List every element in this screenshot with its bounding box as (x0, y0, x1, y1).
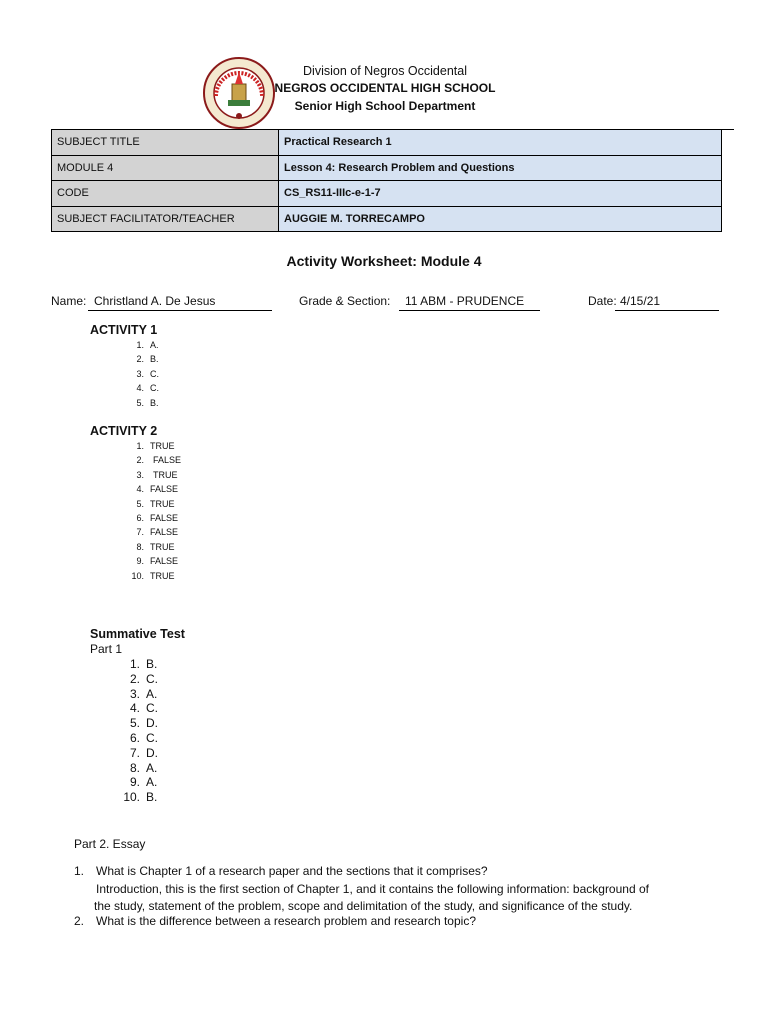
activity2-title: ACTIVITY 2 (90, 424, 158, 438)
item-number: 3. (136, 469, 144, 480)
table-row (52, 206, 722, 232)
item-number: 1. (129, 657, 140, 671)
answer-line: Introduction, this is the first section of Chapter 1, and it contains the following information: background of (96, 881, 649, 896)
question-text: What is the difference between a research problem and research topic? (96, 913, 476, 928)
list-item (124, 453, 181, 467)
subject-title-label: SUBJECT TITLE (52, 130, 279, 156)
question-text: What is Chapter 1 of a research paper and the sections that it comprises? (96, 864, 488, 878)
list-item (124, 569, 181, 583)
item-answer: A. (146, 775, 158, 790)
item-number: 6. (129, 730, 140, 745)
item-number: 1. (136, 441, 144, 451)
list-item (110, 701, 158, 716)
table-row (52, 181, 722, 207)
activity1-answers (124, 338, 159, 410)
date-value: 4/15/21 (615, 294, 719, 311)
item-number: 4. (129, 701, 140, 716)
module-label: MODULE 4 (52, 155, 279, 181)
item-number: 9. (136, 556, 144, 567)
list-item (110, 687, 158, 702)
list-item (110, 746, 158, 761)
item-answer: C. (146, 730, 158, 745)
item-number: 10. (123, 790, 140, 805)
item-number: 7. (136, 527, 144, 538)
item-answer: TRUE (153, 469, 178, 480)
item-answer: B. (146, 790, 158, 805)
item-number: 4. (136, 484, 144, 495)
list-item (124, 511, 181, 525)
table-row (52, 130, 722, 156)
item-answer: FALSE (153, 455, 182, 466)
part1-answers (110, 657, 158, 805)
essay-question-1 (74, 863, 734, 881)
item-number: 10. (131, 570, 144, 581)
item-number: 7. (129, 745, 140, 760)
worksheet-title: Activity Worksheet: Module 4 (286, 253, 482, 269)
item-number: 2. (136, 455, 144, 466)
school-seal-logo (202, 56, 276, 130)
list-item (124, 338, 159, 352)
list-item (110, 731, 158, 746)
activity2-answers (124, 439, 181, 583)
subject-title-value: Practical Research 1 (279, 130, 722, 156)
module-value: Lesson 4: Research Problem and Questions (279, 155, 722, 181)
item-answer: A. (146, 760, 158, 775)
item-number: 3. (129, 686, 140, 701)
question-number: 1. (74, 864, 85, 878)
item-answer: B. (150, 397, 159, 408)
item-number: 2. (136, 354, 144, 365)
list-item (110, 716, 158, 731)
item-number: 2. (129, 671, 140, 686)
list-item (110, 657, 158, 672)
item-number: 8. (129, 760, 140, 775)
code-value: CS_RS11-IIIc-e-1-7 (279, 181, 722, 207)
item-number: 5. (129, 716, 140, 731)
summative-title: Summative Test (90, 627, 185, 641)
item-answer: D. (146, 716, 158, 731)
item-number: 1. (136, 340, 144, 350)
department-name: Senior High School Department (294, 99, 476, 113)
teacher-value: AUGGIE M. TORRECAMPO (279, 206, 722, 232)
item-answer: D. (146, 745, 158, 760)
item-number: 5. (136, 498, 144, 509)
name-label: Name: (51, 294, 87, 308)
division-name: Division of Negros Occidental (303, 64, 467, 78)
list-item (124, 439, 181, 453)
item-answer: FALSE (150, 513, 179, 524)
item-answer: FALSE (150, 556, 179, 567)
list-item (124, 554, 181, 568)
list-item (124, 396, 159, 410)
list-item (110, 672, 158, 687)
item-answer: B. (146, 657, 158, 671)
item-answer: C. (146, 671, 158, 686)
list-item (124, 525, 181, 539)
list-item (124, 367, 159, 381)
part1-label: Part 1 (90, 642, 123, 656)
list-item (110, 775, 158, 790)
list-item (124, 497, 181, 511)
essay-section (74, 863, 734, 930)
name-value: Christland A. De Jesus (88, 294, 272, 311)
item-answer: A. (150, 340, 159, 350)
list-item (124, 468, 181, 482)
item-answer: A. (146, 686, 158, 701)
date-label: Date: (588, 294, 617, 308)
item-number: 4. (136, 383, 144, 394)
list-item (110, 790, 158, 805)
item-answer: TRUE (150, 570, 175, 581)
item-number: 9. (129, 775, 140, 790)
table-row (52, 155, 722, 181)
item-number: 3. (136, 368, 144, 379)
item-answer: C. (150, 383, 159, 394)
list-item (124, 482, 181, 496)
list-item (124, 381, 159, 395)
item-answer: FALSE (150, 484, 179, 495)
part2-label: Part 2. Essay (74, 837, 146, 851)
item-answer: FALSE (150, 527, 179, 538)
item-number: 8. (136, 541, 144, 552)
essay-question-2 (74, 913, 734, 931)
item-answer: C. (150, 368, 159, 379)
grade-section-label: Grade & Section: (299, 294, 391, 308)
item-answer: B. (150, 354, 159, 365)
question-number: 2. (74, 913, 85, 928)
item-answer: TRUE (150, 541, 175, 552)
item-answer: C. (146, 701, 158, 716)
subject-info-table (51, 129, 722, 232)
school-name: NEGROS OCCIDENTAL HIGH SCHOOL (274, 81, 496, 95)
list-item (124, 352, 159, 366)
list-item (124, 540, 181, 554)
item-number: 5. (136, 397, 144, 408)
essay-answer-1 (74, 881, 734, 916)
answer-line: the study, statement of the problem, scope and delimitation of the study, and significance of the study. (94, 899, 633, 913)
activity1-title: ACTIVITY 1 (90, 323, 158, 337)
item-number: 6. (136, 513, 144, 524)
item-answer: TRUE (150, 441, 175, 451)
teacher-label: SUBJECT FACILITATOR/TEACHER (52, 206, 279, 232)
list-item (110, 761, 158, 776)
table-edge-line (722, 129, 734, 130)
grade-section-value: 11 ABM - PRUDENCE (399, 294, 540, 311)
item-answer: TRUE (150, 498, 175, 509)
code-label: CODE (52, 181, 279, 207)
